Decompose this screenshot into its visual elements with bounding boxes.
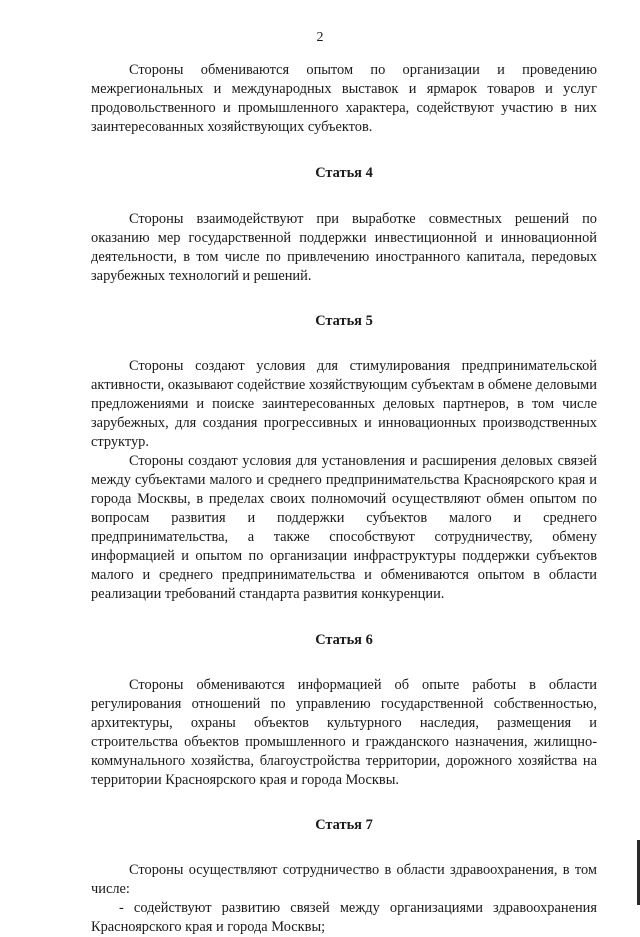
article-4-heading: Статья 4 <box>315 165 373 181</box>
article-6-heading: Статья 6 <box>315 632 373 648</box>
list-item: - содействуют развитию связей между организациями здравоохранения Красноярского края и города Москвы; <box>91 900 597 935</box>
document-body <box>91 61 597 937</box>
paragraph: Стороны создают условия для стимулирования предпринимательской активности, оказывают содействие хозяйствующим субъектам в обмене деловыми предложениями и поиске заинтересованных деловых партнеров, в том числе зарубежных, для создания прогрессивных и инновационных производственных структур. <box>91 358 597 450</box>
page-number: 2 <box>316 30 324 45</box>
paragraph: Стороны взаимодействуют при выработке совместных решений по оказанию мер государственной поддержки инвестиционной и инновационной деятельности, в том числе по привлечению иностранного капитала, передовых зарубежных технологий и решений. <box>91 211 597 284</box>
paragraph: Стороны обмениваются информацией об опыте работы в области регулирования отношений по управлению государственной собственностью, архитектуры, охраны объектов культурного наследия, размещения и строительства объектов промышленного и гражданского назначения, жилищно-коммунального хозяйства, благоустройства территории, дорожного хозяйства на территории Красноярского края и города Москвы. <box>91 677 597 788</box>
paragraph: Стороны создают условия для установления и расширения деловых связей между субъектами малого и среднего предпринимательства Красноярского края и города Москвы, в пределах своих полномочий осуществляют обмен опытом по вопросам развития и поддержки субъектов малого и среднего предпринимательства, а также способствуют сотрудничеству, обмену информацией и опытом по организации инфраструктуры поддержки субъектов малого и среднего предпринимательства и обмениваются опытом в области реализации требований стандарта развития конкуренции. <box>91 453 597 602</box>
paragraph: Стороны осуществляют сотрудничество в области здравоохранения, в том числе: <box>91 862 597 897</box>
paragraph: Стороны обмениваются опытом по организации и проведению межрегиональных и международных выставок и ярмарок товаров и услуг продовольственного и промышленного характера, содействуют участию в них заинтересованных хозяйствующих субъектов. <box>91 62 597 135</box>
article-7-heading: Статья 7 <box>315 817 373 833</box>
article-5-heading: Статья 5 <box>315 313 373 329</box>
